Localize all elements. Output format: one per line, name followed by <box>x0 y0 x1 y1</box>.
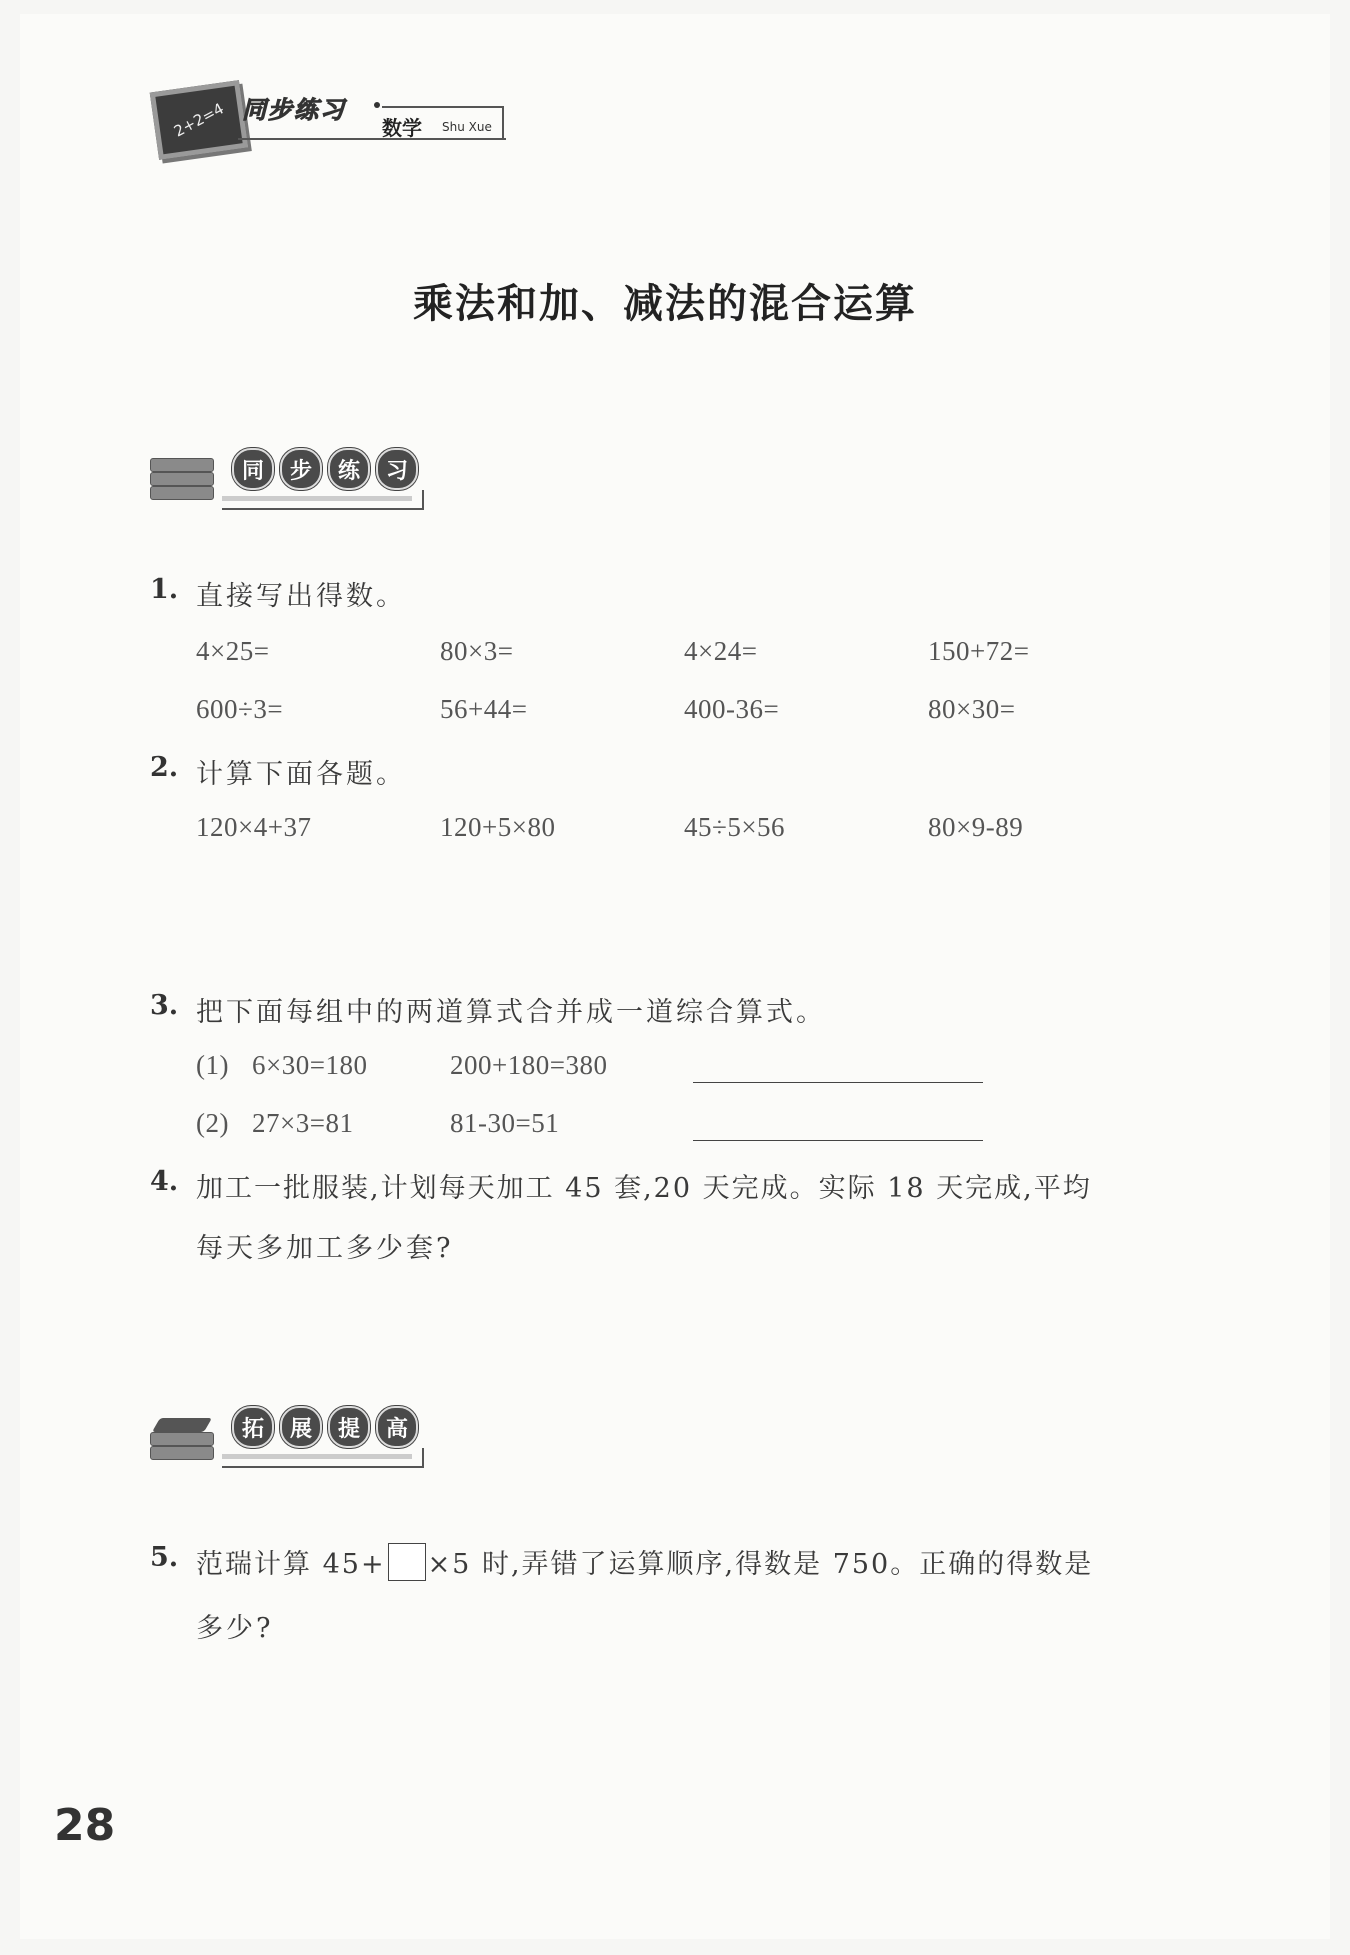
question-prompt: 把下面每组中的两道算式合并成一道综合算式。 <box>196 997 826 1028</box>
graduation-cap-icon <box>150 1408 212 1460</box>
badge-char: 步 <box>280 448 322 490</box>
expression: 81-30=51 <box>450 1108 560 1138</box>
expression: 120×4+37 <box>196 812 312 842</box>
expression: 4×24= <box>684 636 758 666</box>
expression: 600÷3= <box>196 694 284 724</box>
expression: 200+180=380 <box>450 1050 608 1080</box>
chalkboard-icon: 2+2=4 <box>150 80 249 160</box>
question-prompt: 计算下面各题。 <box>196 759 406 790</box>
expression: 120+5×80 <box>440 812 556 842</box>
badge-char: 提 <box>328 1406 370 1448</box>
expression: 150+72= <box>928 636 1030 666</box>
page-number: 28 <box>54 1800 116 1851</box>
expression: 80×3= <box>440 636 514 666</box>
badge-char: 习 <box>376 448 418 490</box>
expression: 4×25= <box>196 636 270 666</box>
question-text: 范瑞计算 45+ ×5 时,弄错了运算顺序,得数是 750。正确的得数是 <box>196 1542 1093 1581</box>
question-text: 加工一批服装,计划每天加工 45 套,20 天完成。实际 18 天完成,平均 <box>196 1173 1092 1204</box>
badge-char: 展 <box>280 1406 322 1448</box>
badge-char: 同 <box>232 448 274 490</box>
question-number: 2. <box>150 752 179 783</box>
sub-label: (1) <box>196 1050 229 1080</box>
page-title: 乘法和加、减法的混合运算 <box>413 280 917 327</box>
question-number: 5. <box>150 1542 179 1573</box>
question-number: 4. <box>150 1166 179 1197</box>
blank-box[interactable] <box>388 1543 426 1581</box>
book-header <box>150 72 510 162</box>
series-title: 同步练习 <box>242 96 346 124</box>
answer-line[interactable] <box>693 1082 983 1083</box>
subject-pinyin: Shu Xue <box>442 120 492 134</box>
question-number: 3. <box>150 990 179 1021</box>
badge-char: 高 <box>376 1406 418 1448</box>
expression: 45÷5×56 <box>684 812 786 842</box>
sub-label: (2) <box>196 1108 229 1138</box>
answer-line[interactable] <box>693 1140 983 1141</box>
badge-char: 练 <box>328 448 370 490</box>
expression: 80×9-89 <box>928 812 1024 842</box>
subject-label: 数学 <box>382 116 422 140</box>
question-number: 1. <box>150 574 179 605</box>
books-icon <box>150 450 212 502</box>
question-text: 每天多加工多少套? <box>196 1233 454 1264</box>
expression: 56+44= <box>440 694 528 724</box>
header-dot <box>374 102 380 108</box>
expression: 400-36= <box>684 694 780 724</box>
expression: 27×3=81 <box>252 1108 354 1138</box>
badge-char: 拓 <box>232 1406 274 1448</box>
expression: 80×30= <box>928 694 1016 724</box>
question-text: 多少? <box>196 1613 274 1644</box>
expression: 6×30=180 <box>252 1050 368 1080</box>
question-prompt: 直接写出得数。 <box>196 581 406 612</box>
